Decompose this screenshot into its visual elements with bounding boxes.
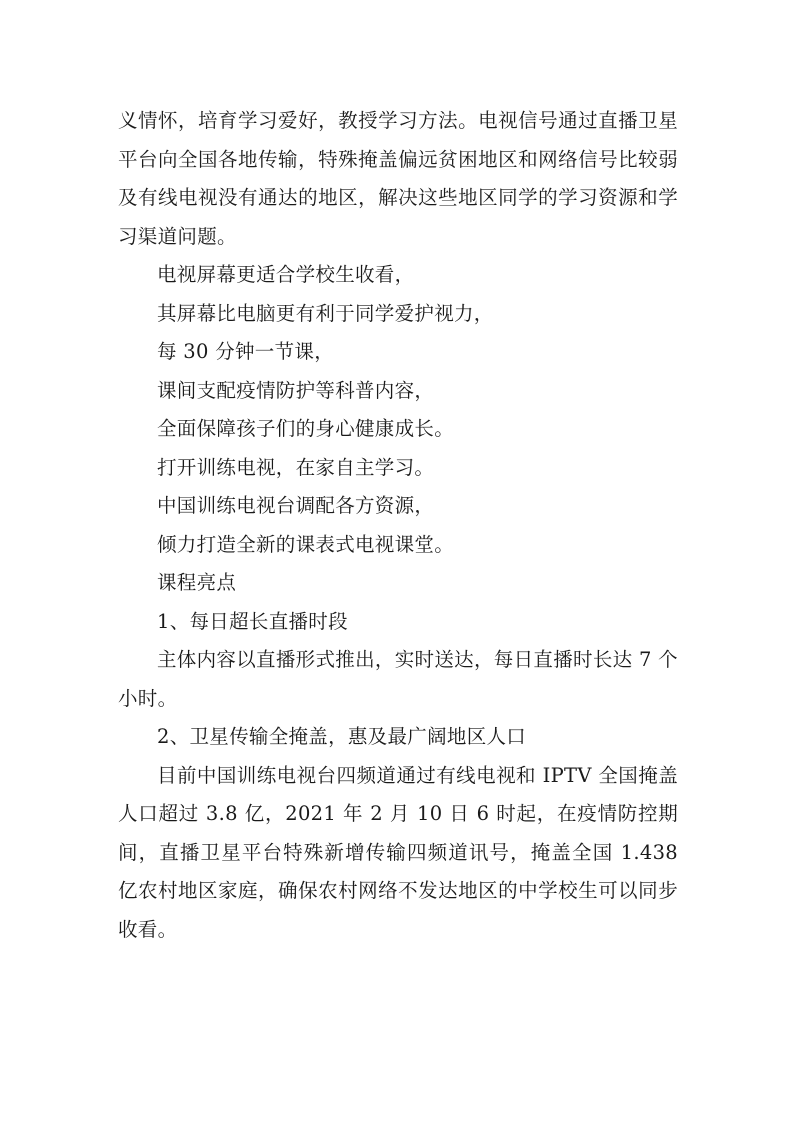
highlight-2-title: 2、卫星传输全掩盖，惠及最广阔地区人口 xyxy=(157,725,527,748)
line-class-duration: 每 30 分钟一节课， xyxy=(157,340,335,363)
line-classroom: 倾力打造全新的课表式电视课堂。 xyxy=(157,532,455,556)
highlight-1-title: 1、每日超长直播时段 xyxy=(157,609,348,633)
line-health: 全面保障孩子们的身心健康成长。 xyxy=(157,417,455,440)
highlight-2-body: 目前中国训练电视台四频道通过有线电视和 IPTV 全国掩盖人口超过 3.8 亿，2021 年 2 月 10 日 6 时起，在疫情防控期间，直播卫星平台特殊新增传输四频道讯号，掩盖全国 1.438 亿农村地区家庭，确保农村网络不发达地区的中学校生可以同步收看。 xyxy=(118,763,678,941)
document-body xyxy=(118,102,678,949)
section-heading-highlights: 课程亮点 xyxy=(157,571,237,594)
line-resources: 中国训练电视台调配各方资源， xyxy=(157,494,435,517)
paragraph-intro: 义情怀，培育学习爱好，教授学习方法。电视信号通过直播卫星平台向全国各地传输，特殊掩盖偏远贫困地区和网络信号比较弱及有线电视没有通达的地区，解决这些地区同学的学习资源和学习渠道问题。 xyxy=(118,109,678,248)
line-break-content: 课间支配疫情防护等科普内容， xyxy=(157,378,435,402)
line-self-study: 打开训练电视，在家自主学习。 xyxy=(157,455,435,479)
line-eye-protection: 其屏幕比电脑更有利于同学爱护视力， xyxy=(157,301,494,325)
line-tv-screen: 电视屏幕更适合学校生收看， xyxy=(157,263,415,286)
highlight-1-body: 主体内容以直播形式推出，实时送达，每日直播时长达 7 个小时。 xyxy=(118,648,678,710)
